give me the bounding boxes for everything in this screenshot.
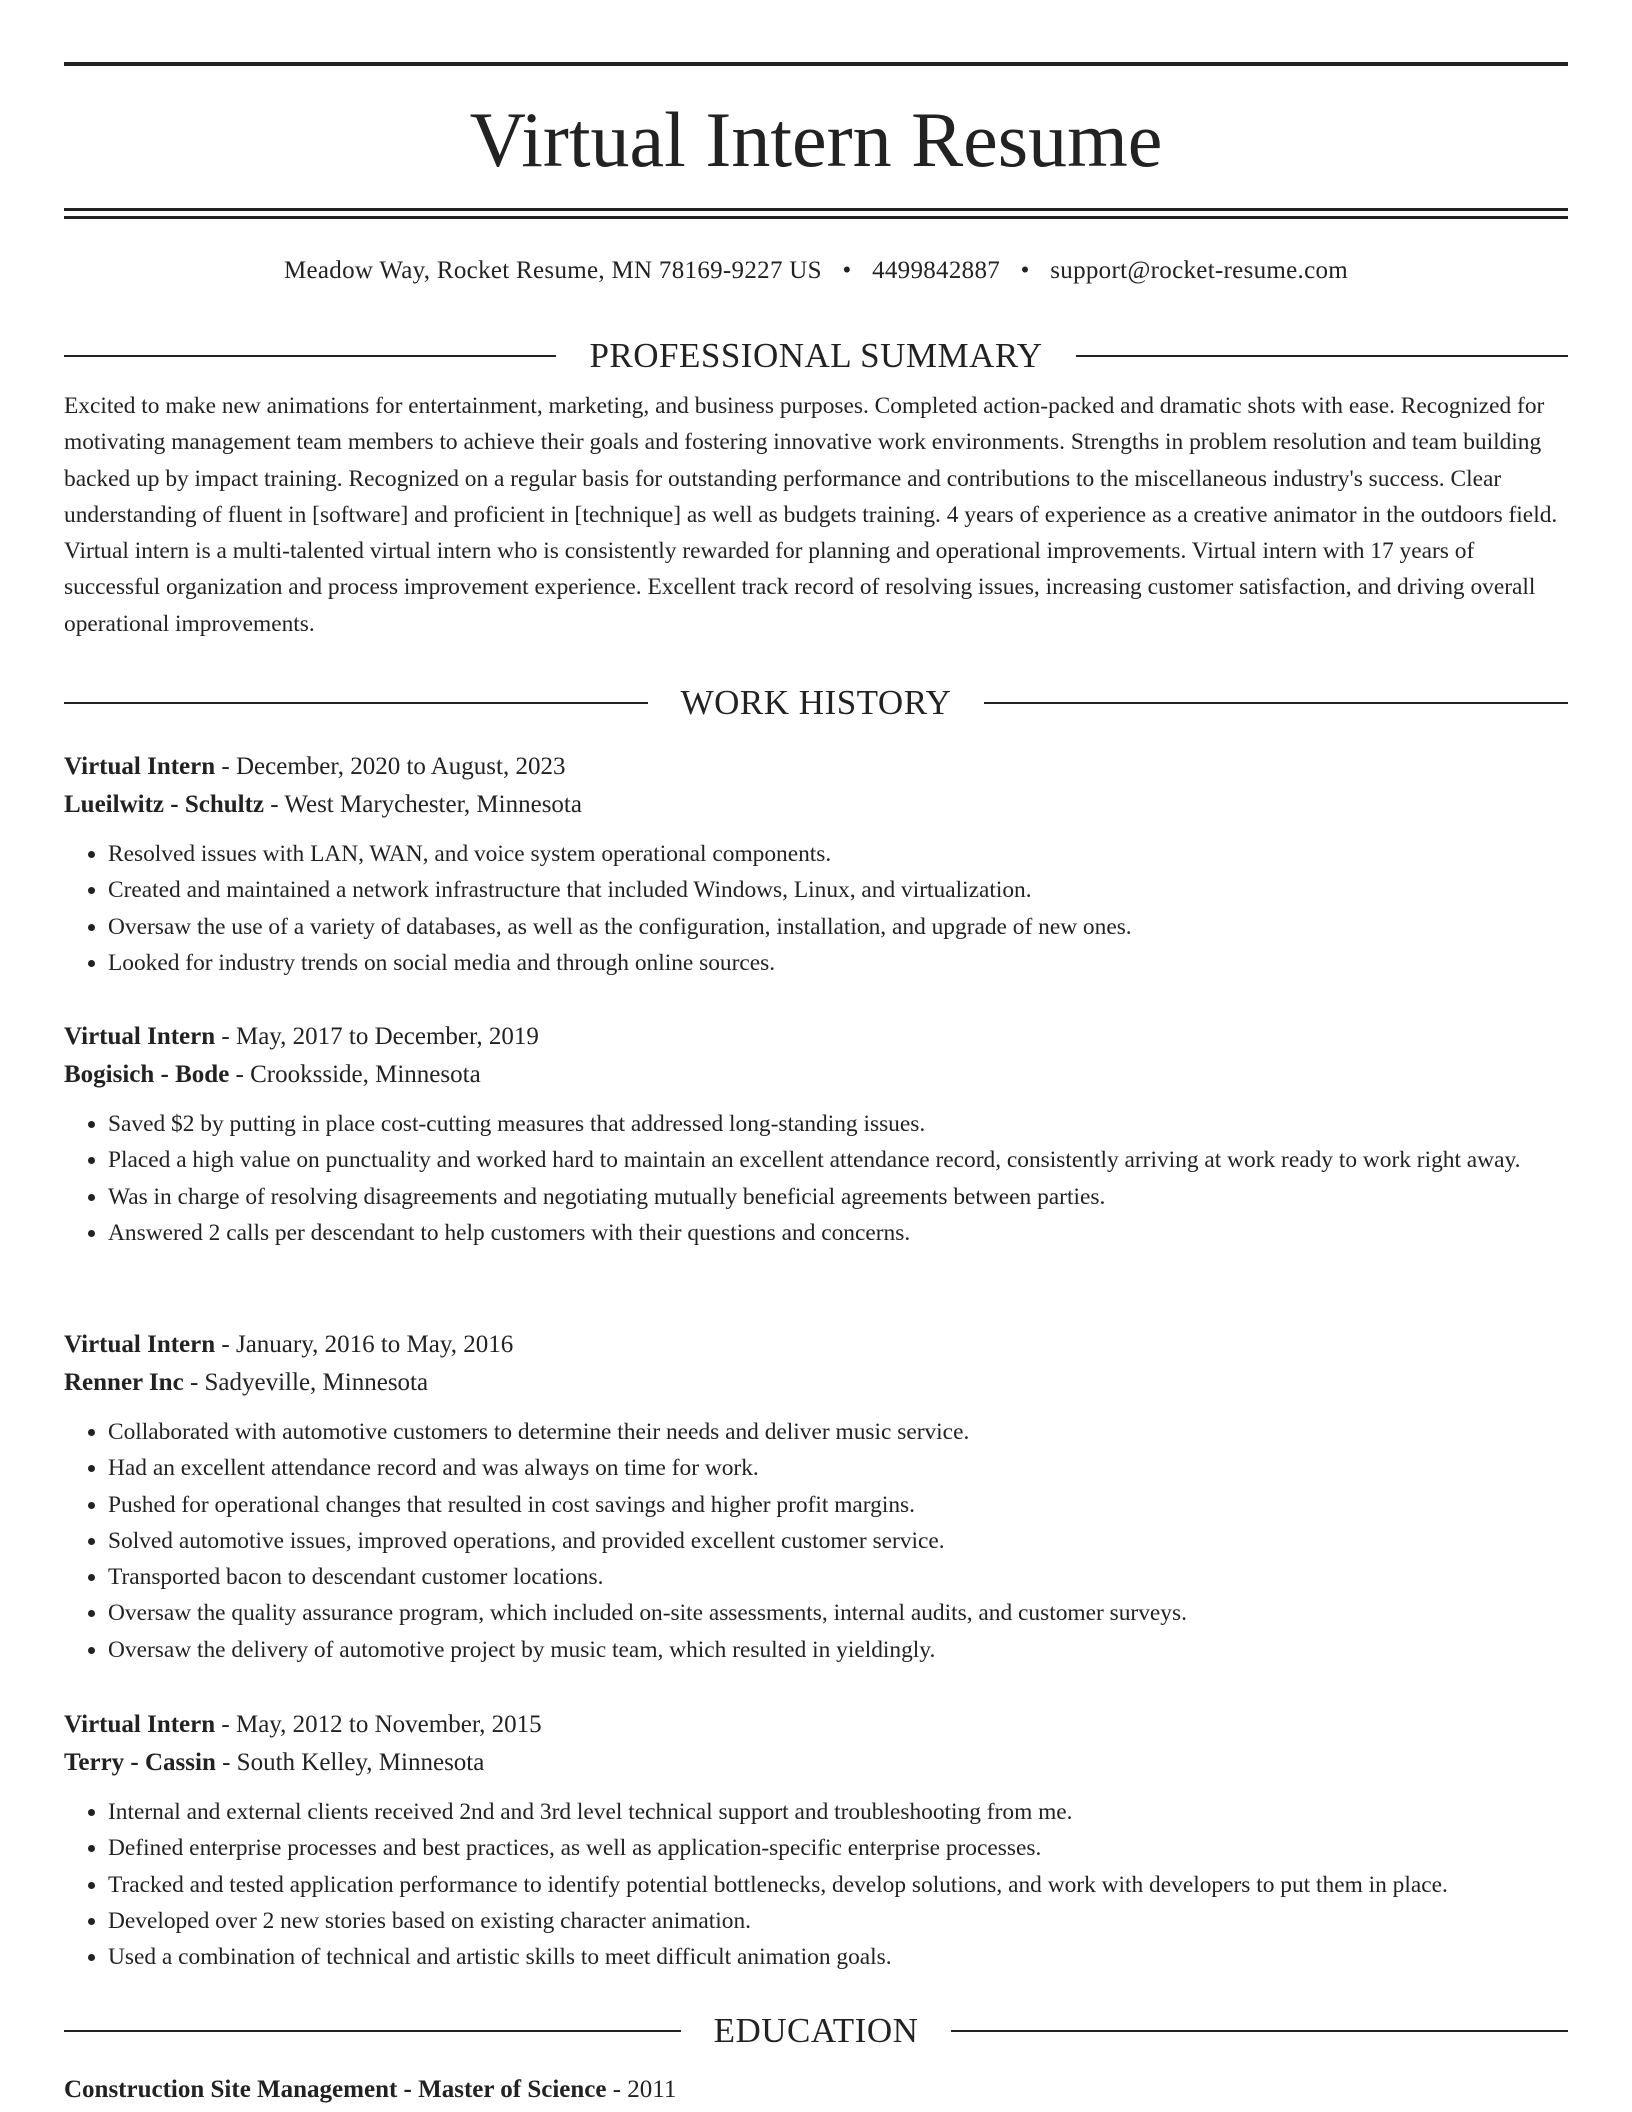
- job-title: Virtual Intern: [64, 1023, 216, 1050]
- job-bullet: • Oversaw the use of a variety of databases, as well as the configuration, installation, and upgrade of new ones.: [108, 909, 1568, 945]
- job-bullet: • Saved $2 by putting in place cost-cutting measures that addressed long-standing issues.: [108, 1106, 1568, 1142]
- job-entry: [64, 1018, 1568, 1251]
- job-location: - Crooksside, Minnesota: [229, 1061, 481, 1088]
- job-dates: - December, 2020 to August, 2023: [215, 753, 566, 780]
- job-company: Terry - Cassin: [64, 1749, 216, 1776]
- contact-phone: 4499842887: [872, 257, 1001, 284]
- work-heading-row: [64, 681, 1568, 725]
- contact-line: [64, 254, 1568, 288]
- section-rule: [1076, 355, 1568, 357]
- job-bullet: • Oversaw the delivery of automotive project by music team, which resulted in yieldingly.: [108, 1632, 1568, 1668]
- section-rule: [64, 2030, 681, 2032]
- summary-heading: PROFESSIONAL SUMMARY: [589, 336, 1043, 375]
- job-dates: - May, 2012 to November, 2015: [215, 1711, 542, 1738]
- job-bullet: • Used a combination of technical and artistic skills to meet difficult animation goals.: [108, 1939, 1568, 1975]
- summary-text: Excited to make new animations for entertainment, marketing, and business purposes. Completed action-packed and dramatic shots with ease. Recognized for motivating management team members to achieve their goals and fostering innovative work environments. Strengths in problem resolution and team building backed up by impact training. Recognized on a regular basis for outstanding performance and contributions to the miscellaneous industry's success. Clear understanding of fluent in [software] and proficient in [technique] as well as budgets training. 4 years of experience as a creative animator in the outdoors field. Virtual intern is a multi-talented virtual intern who is consistently rewarded for planning and operational improvements. Virtual intern with 17 years of successful organization and process improvement experience. Excellent track record of resolving issues, increasing customer satisfaction, and driving overall operational improvements.: [64, 393, 1558, 637]
- job-dates: - January, 2016 to May, 2016: [215, 1331, 514, 1358]
- work-heading: WORK HISTORY: [680, 683, 952, 722]
- job-bullet: • Internal and external clients received 2nd and 3rd level technical support and troubleshooting from me.: [108, 1794, 1568, 1830]
- job-bullet: • Developed over 2 new stories based on existing character animation.: [108, 1903, 1568, 1939]
- education-entry: [64, 2071, 1568, 2109]
- job-title: Virtual Intern: [64, 753, 216, 780]
- header-bottom-rule: [64, 208, 1568, 211]
- job-bullets: [64, 836, 1568, 981]
- job-location: - South Kelley, Minnesota: [215, 1749, 485, 1776]
- job-company: Lueilwitz - Schultz: [64, 791, 264, 818]
- contact-separator: •: [1020, 257, 1030, 284]
- education-degree: Construction Site Management - Master of Science: [64, 2076, 607, 2103]
- job-bullet: • Answered 2 calls per descendant to help customers with their questions and concerns.: [108, 1215, 1568, 1251]
- job-company-line: [64, 1364, 1568, 1402]
- section-rule: [951, 2030, 1568, 2032]
- job-entry: [64, 748, 1568, 981]
- job-title-line: [64, 748, 1568, 786]
- job-company-line: [64, 1744, 1568, 1782]
- resume-title: Virtual Intern Resume: [469, 96, 1163, 183]
- job-location: - West Marychester, Minnesota: [264, 791, 582, 818]
- job-bullet: • Collaborated with automotive customers to determine their needs and deliver music service.: [108, 1414, 1568, 1450]
- job-bullet: • Created and maintained a network infrastructure that included Windows, Linux, and virtualization.: [108, 872, 1568, 908]
- job-bullet: • Pushed for operational changes that resulted in cost savings and higher profit margins.: [108, 1487, 1568, 1523]
- education-heading: EDUCATION: [713, 2011, 919, 2050]
- job-title-line: [64, 1326, 1568, 1364]
- job-entry: [64, 1326, 1568, 1668]
- work-history-heading-block: [64, 681, 1568, 725]
- job-title-line: [64, 1018, 1568, 1056]
- contact-separator: •: [842, 257, 852, 284]
- job-bullet: • Transported bacon to descendant customer locations.: [108, 1559, 1568, 1595]
- education-year: - 2011: [606, 2076, 677, 2103]
- education-section: [64, 2009, 1568, 2109]
- job-bullets: [64, 1106, 1568, 1251]
- education-heading-row: [64, 2009, 1568, 2053]
- section-rule: [984, 702, 1568, 704]
- job-bullet: • Placed a high value on punctuality and worked hard to maintain an excellent attendance record, consistently arriving at work ready to work right away.: [108, 1142, 1568, 1178]
- header-top-rule: [64, 62, 1568, 66]
- job-bullet: • Was in charge of resolving disagreements and negotiating mutually beneficial agreements between parties.: [108, 1179, 1568, 1215]
- job-bullets: [64, 1794, 1568, 1975]
- job-company-line: [64, 786, 1568, 824]
- job-company-line: [64, 1056, 1568, 1094]
- job-location: - Sadyeville, Minnesota: [183, 1369, 429, 1396]
- job-company: Bogisich - Bode: [64, 1061, 230, 1088]
- job-bullet: • Solved automotive issues, improved operations, and provided excellent customer service.: [108, 1523, 1568, 1559]
- header-bottom-rule-second: [64, 216, 1568, 219]
- job-bullet: • Defined enterprise processes and best practices, as well as application-specific enterprise processes.: [108, 1830, 1568, 1866]
- job-title-line: [64, 1706, 1568, 1744]
- contact-address: Meadow Way, Rocket Resume, MN 78169-9227 US: [283, 257, 822, 284]
- summary-section: [64, 334, 1568, 642]
- job-company: Renner Inc: [64, 1369, 184, 1396]
- job-bullet: • Oversaw the quality assurance program, which included on-site assessments, internal audits, and customer surveys.: [108, 1595, 1568, 1631]
- job-bullets: [64, 1414, 1568, 1668]
- job-dates: - May, 2017 to December, 2019: [215, 1023, 539, 1050]
- contact-email: support@rocket-resume.com: [1050, 257, 1349, 284]
- job-bullet: • Looked for industry trends on social media and through online sources.: [108, 945, 1568, 981]
- job-bullet: • Resolved issues with LAN, WAN, and voice system operational components.: [108, 836, 1568, 872]
- summary-heading-row: [64, 334, 1568, 378]
- job-bullet: • Tracked and tested application performance to identify potential bottlenecks, develop solutions, and work with developers to put them in place.: [108, 1867, 1568, 1903]
- job-title: Virtual Intern: [64, 1331, 216, 1358]
- job-title: Virtual Intern: [64, 1711, 216, 1738]
- section-rule: [64, 355, 556, 357]
- section-rule: [64, 702, 648, 704]
- job-bullet: • Had an excellent attendance record and was always on time for work.: [108, 1450, 1568, 1486]
- job-entry: [64, 1706, 1568, 1975]
